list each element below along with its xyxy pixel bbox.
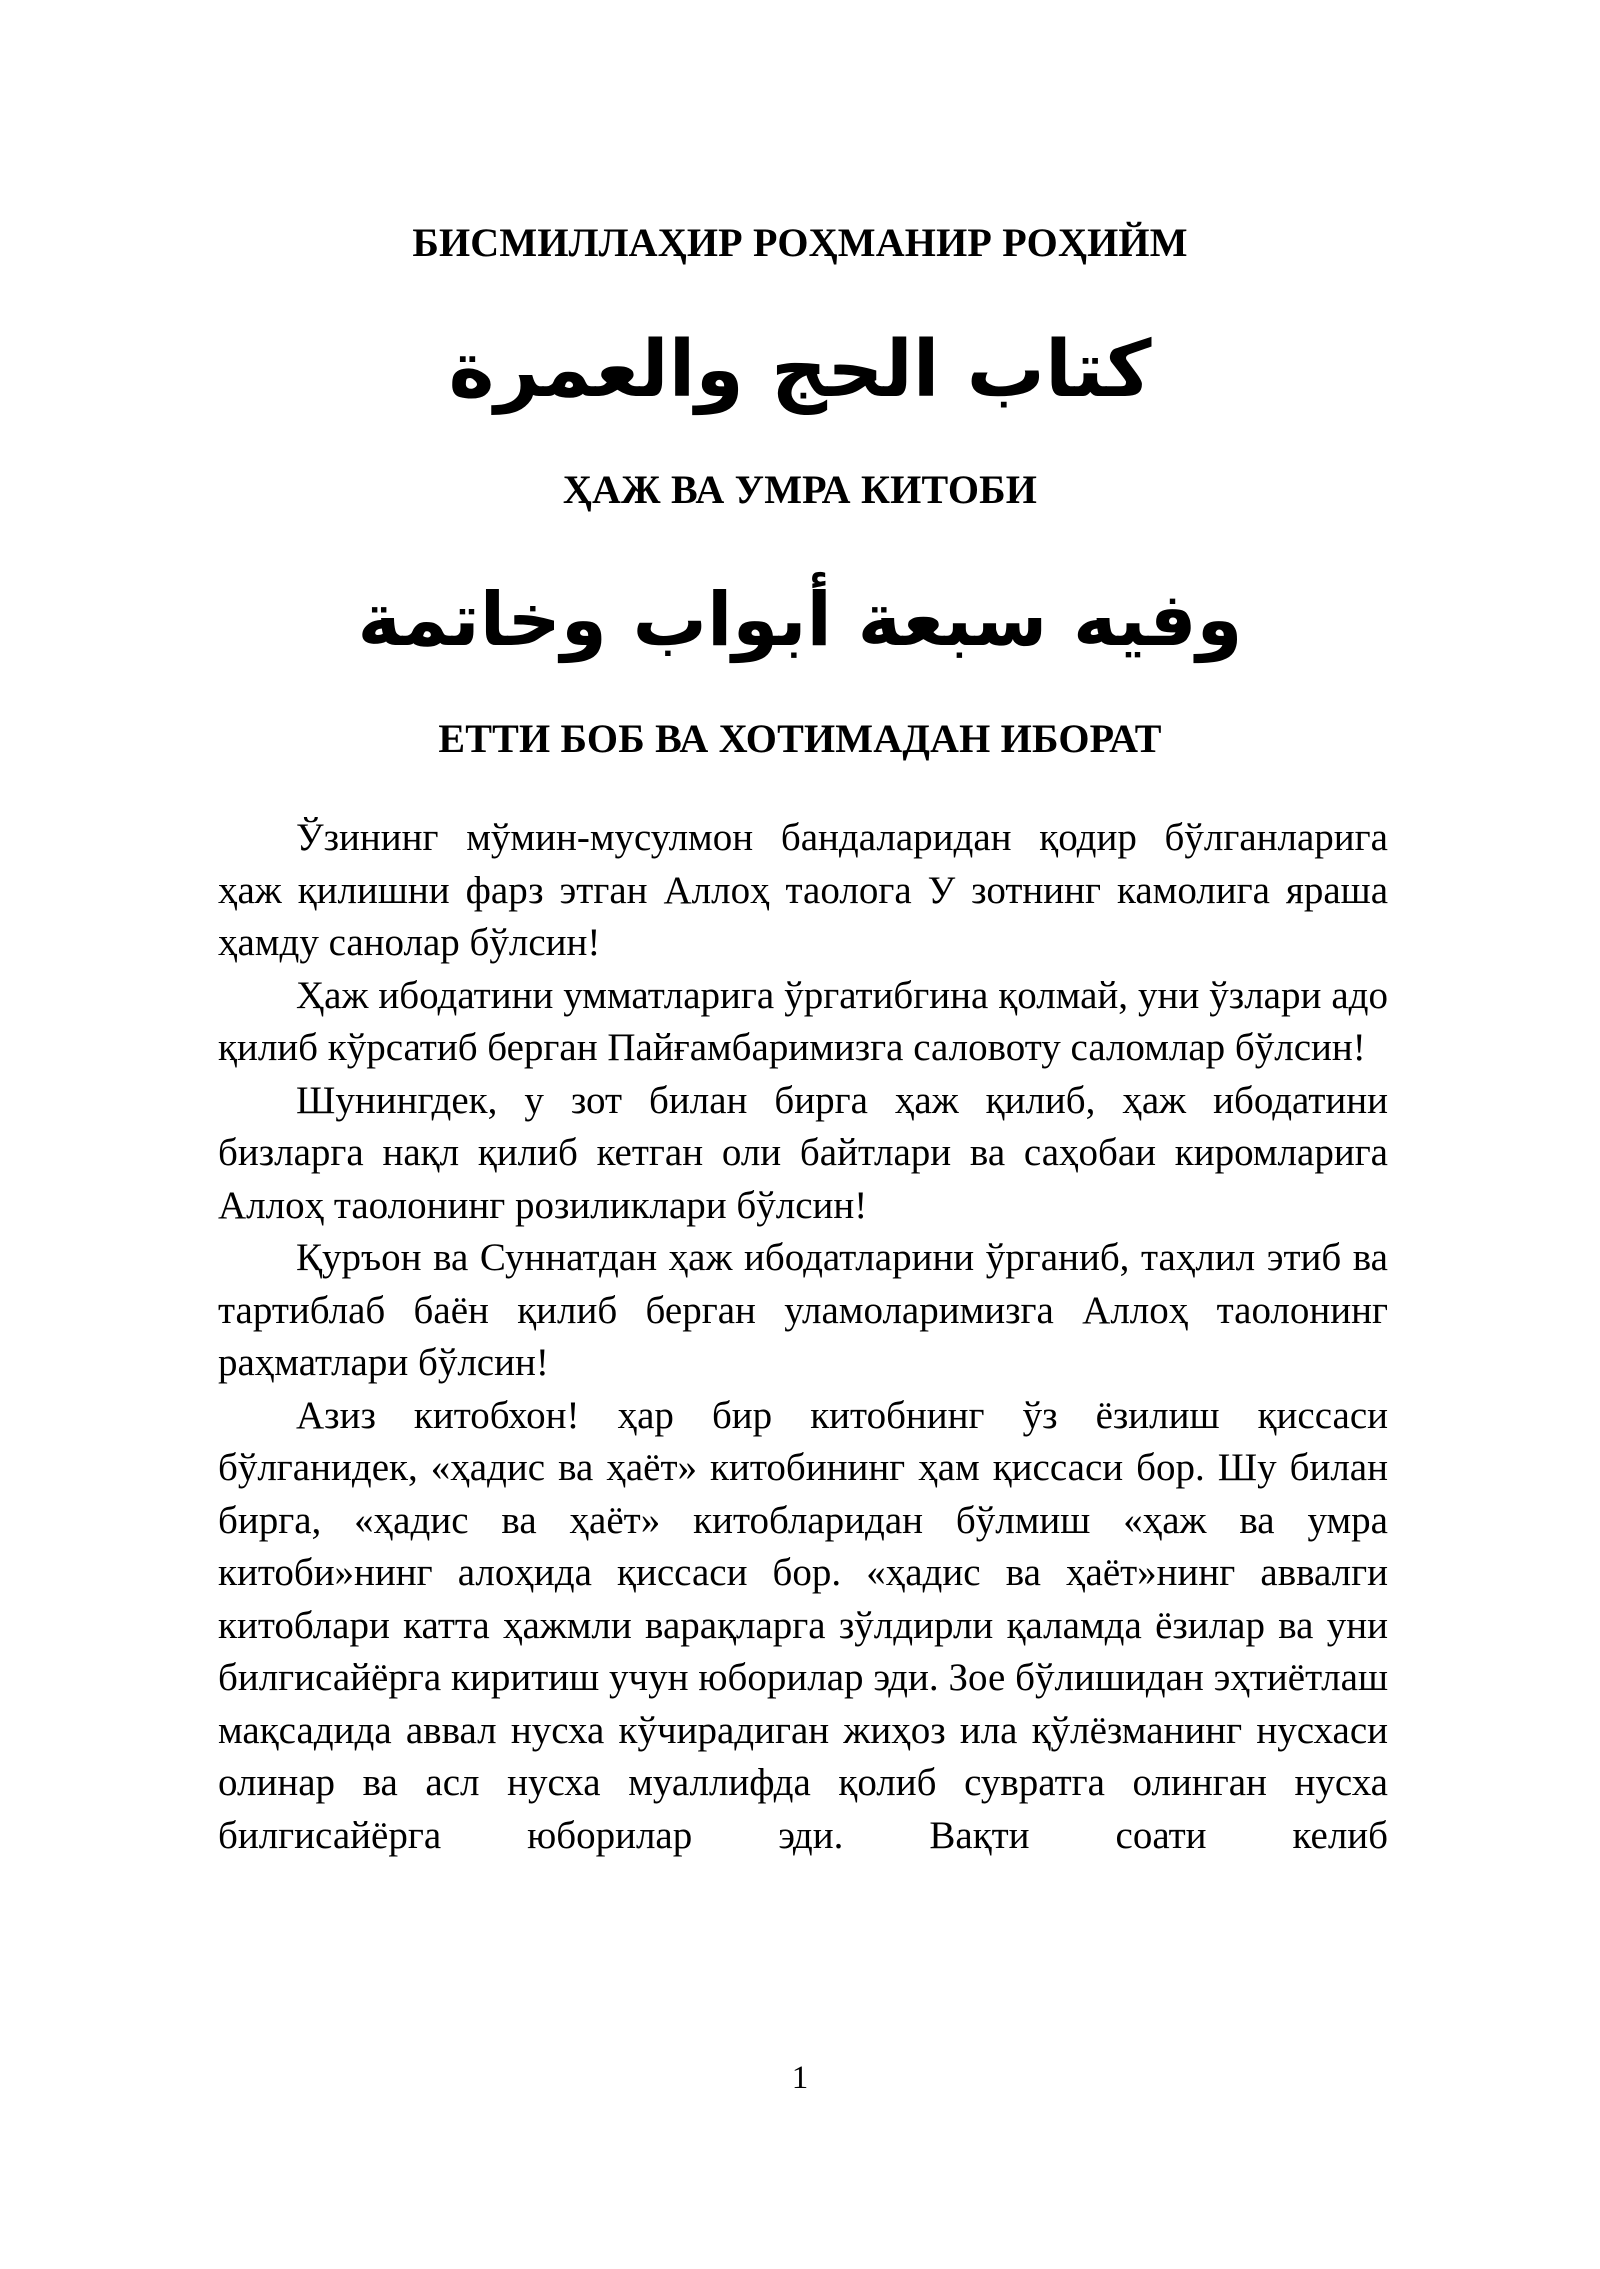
paragraph-3: Шунингдек, у зот билан бирга ҳаж қилиб, ҳаж ибодатини бизларга нақл қилиб кетган оли байтлари ва саҳобаи киромларига Аллоҳ таолонинг розиликлари бўлсин!: [218, 1078, 1388, 1227]
book-title: ҲАЖ ВА УМРА КИТОБИ: [562, 467, 1038, 512]
paragraph-4: Қуръон ва Суннатдан ҳаж ибодатларини ўрганиб, таҳлил этиб ва тартиблаб баён қилиб берган уламоларимизга Аллоҳ таолонинг раҳматлари бўлсин!: [218, 1236, 1388, 1384]
body-text: [218, 812, 1388, 1862]
page-number: 1: [791, 2060, 809, 2096]
arabic-title: كتاب الحج والعمرة: [448, 325, 1152, 415]
paragraph-1: Ўзининг мўмин-мусулмон бандаларидан қодир бўлганларига ҳаж қилишни фарз этган Аллоҳ таолога У зотнинг камолига яраша ҳамду санолар бўлсин!: [218, 816, 1388, 964]
basmala-heading: БИСМИЛЛАҲИР РОҲМАНИР РОҲИЙМ: [412, 220, 1188, 265]
book-subtitle: ЕТТИ БОБ ВА ХОТИМАДАН ИБОРАТ: [438, 716, 1162, 761]
arabic-subtitle: وفيه سبعة أبواب وخاتمة: [357, 577, 1243, 663]
paragraph-2: Ҳаж ибодатини умматларига ўргатибгина қолмай, уни ўзлари адо қилиб кўрсатиб берган Пайғамбаримизга саловоту саломлар бўлсин!: [218, 973, 1388, 1069]
paragraph-5: Азиз китобхон! ҳар бир китобнинг ўз ёзилиш қиссаси бўлганидек, «ҳадис ва ҳаёт» китобининг ҳам қиссаси бор. Шу билан бирга, «ҳадис ва ҳаёт» китобларидан бўлмиш «ҳаж ва умра китоби»нинг алоҳида қиссаси бор. «ҳадис ва ҳаёт»нинг аввалги китоблари катта ҳажмли варақларга зўлдирли қаламда ёзилар ва уни билгисайёрга киритиш учун юборилар эди. Зое бўлишидан эҳтиётлаш мақсадида аввал нусха кўчирадиган жиҳоз ила қўлёзманинг нусхаси олинар ва асл нусха муаллифда қолиб сувратга олинган нусха билгисайёрга юборилар эди. Вақти соати келиб: [218, 1393, 1388, 1857]
